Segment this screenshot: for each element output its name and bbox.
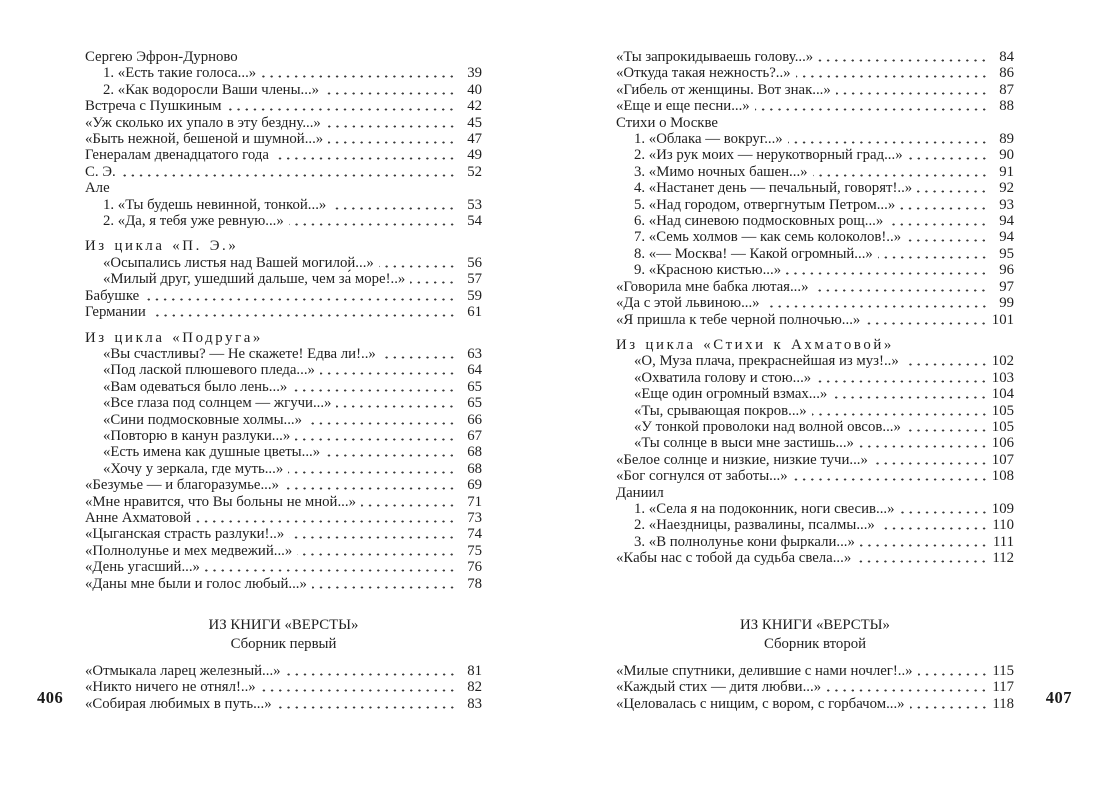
toc-entry <box>616 534 1014 550</box>
toc-sections-left <box>85 49 482 592</box>
toc-entry-title: «Вам одеваться было лень...» <box>103 378 288 395</box>
toc-section <box>616 49 1014 328</box>
toc-entry-page: 61 <box>467 304 482 321</box>
toc-entry-title: Стихи о Москве <box>616 114 718 131</box>
toc-entry-page: 81 <box>467 662 482 679</box>
toc-entry-page: 53 <box>467 196 482 213</box>
toc-page-left <box>85 49 482 712</box>
toc-entry <box>616 550 1014 566</box>
toc-entry <box>616 229 1014 245</box>
toc-bottom-entries-left <box>85 663 482 712</box>
toc-entry-title: 8. «— Москва! — Какой огромный...» <box>634 245 873 262</box>
toc-entry-page: 106 <box>991 435 1014 452</box>
book-section-heading: ИЗ КНИГИ «ВЕРСТЫ» <box>740 616 890 633</box>
toc-entry-title: «Говорила мне бабка лютая...» <box>616 278 809 295</box>
toc-entry-page: 73 <box>467 509 482 526</box>
toc-entry <box>616 246 1014 262</box>
toc-entry <box>85 330 482 346</box>
dot-leader <box>284 477 456 493</box>
dot-leader <box>918 663 988 679</box>
toc-entry-title: «Ты запрокидываешь голову...» <box>616 49 814 65</box>
toc-entry-title: Сергею Эфрон-Дурново <box>85 49 238 65</box>
toc-bottom-entries-right <box>616 663 1014 712</box>
toc-entry-page: 97 <box>999 278 1014 295</box>
toc-entry-page: 40 <box>467 81 482 98</box>
toc-entry-page: 109 <box>991 500 1014 517</box>
dot-leader <box>816 370 988 386</box>
dot-leader <box>908 147 988 163</box>
dot-leader <box>328 131 456 147</box>
toc-entry-page: 92 <box>999 180 1014 197</box>
toc-entry <box>85 238 482 254</box>
toc-entry-page: 93 <box>999 196 1014 213</box>
toc-entry-page: 39 <box>467 65 482 82</box>
toc-entry-page: 83 <box>467 695 482 712</box>
toc-entry <box>85 147 482 163</box>
dot-leader <box>361 494 456 510</box>
dot-leader <box>226 98 456 114</box>
toc-entry <box>85 288 482 304</box>
dot-leader <box>286 663 456 679</box>
toc-entry-page: 88 <box>999 98 1014 115</box>
toc-entry-page: 82 <box>467 679 482 696</box>
toc-entry-title: 2. «Да, я тебя уже ревную...» <box>103 213 284 230</box>
toc-entry-title: Бабушке <box>85 287 140 304</box>
toc-entry-title: «Вы счастливы? — Не скажете! Едва ли!..» <box>103 345 376 362</box>
toc-entry <box>616 468 1014 484</box>
toc-entry-title: 9. «Красною кистью...» <box>634 262 782 279</box>
toc-entry-title: «Есть имена как душные цветы...» <box>103 444 321 461</box>
toc-bottom-right <box>616 617 1014 712</box>
toc-entry-title: «Охватила голову и стою...» <box>634 369 812 386</box>
toc-page-right <box>616 49 1014 712</box>
toc-entry <box>85 49 482 65</box>
toc-entry-title: 1. «Ты будешь невинной, тонкой...» <box>103 196 327 213</box>
dot-leader <box>859 435 988 451</box>
toc-entry-title: Из цикла «Подруга» <box>85 329 263 346</box>
toc-entry <box>616 435 1014 451</box>
toc-entry-title: «У тонкой проволоки над волной овсов...» <box>634 418 901 435</box>
dot-leader <box>196 510 456 526</box>
toc-entry-title: Из цикла «П. Э.» <box>85 238 239 255</box>
toc-entry-page: 56 <box>467 254 482 271</box>
toc-entry-page: 94 <box>999 229 1014 246</box>
dot-leader <box>906 419 988 435</box>
toc-entry-title: «Каждый стих — дитя любви...» <box>616 679 822 696</box>
dot-leader <box>788 131 988 147</box>
toc-entry <box>85 346 482 362</box>
toc-entry-title: 4. «Настанет день — печальный, говорят!..» <box>634 180 913 197</box>
toc-entry <box>85 663 482 679</box>
dot-leader <box>796 65 988 81</box>
toc-entry-title: «Полнолунье и мех медвежий...» <box>85 542 293 559</box>
toc-entry-title: «О, Муза плача, прекраснейшая из муз!..» <box>634 353 899 370</box>
toc-entry-page: 68 <box>467 444 482 461</box>
dot-leader <box>812 403 988 419</box>
toc-entry <box>85 362 482 378</box>
toc-entry-page: 54 <box>467 213 482 230</box>
toc-entry <box>85 164 482 180</box>
dot-leader <box>261 679 456 695</box>
toc-entry-title: «Кабы нас с тобой да судьба свела...» <box>616 550 852 567</box>
toc-entry <box>616 164 1014 180</box>
toc-entry <box>85 428 482 444</box>
toc-entry <box>616 403 1014 419</box>
toc-entry-title: 1. «Села я на подоконник, ноги свесив...» <box>634 500 895 517</box>
dot-leader <box>765 295 988 311</box>
toc-entry <box>616 696 1014 712</box>
toc-entry-page: 117 <box>992 679 1014 696</box>
toc-entry-page: 118 <box>992 695 1014 712</box>
toc-entry <box>616 370 1014 386</box>
toc-entry <box>616 82 1014 98</box>
toc-entry-title: 2. «Наездницы, развалины, псалмы...» <box>634 517 875 534</box>
toc-section <box>85 330 482 593</box>
dot-leader <box>900 501 988 517</box>
toc-entry <box>616 679 1014 695</box>
toc-entry-title: 5. «Над городом, отвергнутым Петром...» <box>634 196 896 213</box>
toc-entry-page: 104 <box>991 386 1014 403</box>
toc-entry-title: «Ты солнце в выси мне застишь...» <box>634 435 854 452</box>
toc-entry-page: 102 <box>991 353 1014 370</box>
toc-entry-page: 99 <box>999 295 1014 312</box>
toc-entry <box>616 279 1014 295</box>
toc-entry-title: «Мне нравится, что Вы больны не мной...» <box>85 493 356 510</box>
dot-leader <box>836 82 988 98</box>
dot-leader <box>410 271 456 287</box>
toc-entry-page: 107 <box>991 451 1014 468</box>
toc-entry-page: 65 <box>467 395 482 412</box>
toc-entry-title: «Все глаза под солнцем — жгучи...» <box>103 395 332 412</box>
toc-entry <box>85 213 482 229</box>
toc-entry-page: 115 <box>992 662 1014 679</box>
dot-leader <box>860 534 988 550</box>
dot-leader <box>324 82 456 98</box>
toc-entry <box>616 386 1014 402</box>
toc-entry-title: «Собирая любимых в путь...» <box>85 695 272 712</box>
toc-entry-title: «Бог согнулся от заботы...» <box>616 468 788 485</box>
toc-entry-page: 89 <box>999 131 1014 148</box>
book-section-subheading: Сборник первый <box>230 636 337 653</box>
toc-entry-page: 87 <box>999 81 1014 98</box>
dot-leader <box>325 444 456 460</box>
toc-entry <box>616 337 1014 353</box>
dot-leader <box>289 526 456 542</box>
toc-bottom-left <box>85 617 482 712</box>
toc-entry-title: 7. «Семь холмов — как семь колоколов!..» <box>634 229 902 246</box>
toc-entry-page: 76 <box>467 559 482 576</box>
toc-entry <box>85 395 482 411</box>
toc-entry-page: 66 <box>467 411 482 428</box>
dot-leader <box>917 180 988 196</box>
toc-entry-page: 68 <box>467 460 482 477</box>
toc-entry <box>85 543 482 559</box>
dot-leader <box>381 346 456 362</box>
toc-entry-page: 86 <box>999 65 1014 82</box>
toc-entry <box>85 576 482 592</box>
toc-entry-page: 52 <box>467 163 482 180</box>
dot-leader <box>121 164 456 180</box>
toc-entry <box>616 312 1014 328</box>
toc-entry-title: Але <box>85 180 110 197</box>
toc-entry-title: «Белое солнце и низкие, низкие тучи...» <box>616 451 868 468</box>
dot-leader <box>818 49 988 65</box>
toc-section <box>85 238 482 320</box>
toc-entry-page: 78 <box>467 575 482 592</box>
dot-leader <box>755 98 988 114</box>
toc-entry-page: 103 <box>991 369 1014 386</box>
dot-leader <box>274 147 456 163</box>
dot-leader <box>910 696 988 712</box>
dot-leader <box>144 288 456 304</box>
dot-leader <box>888 213 988 229</box>
toc-entry <box>616 197 1014 213</box>
toc-entry <box>85 98 482 114</box>
toc-entry-page: 105 <box>991 402 1014 419</box>
dot-leader <box>326 115 456 131</box>
dot-leader <box>826 679 988 695</box>
toc-entry-title: «Под лаской плюшевого пледа...» <box>103 362 315 379</box>
dot-leader <box>261 65 456 81</box>
toc-entry <box>616 295 1014 311</box>
toc-entry-page: 96 <box>999 262 1014 279</box>
toc-entry-title: «Целовалась с нищим, с вором, с горбачом...» <box>616 695 905 712</box>
toc-entry-page: 94 <box>999 213 1014 230</box>
dot-leader <box>856 550 988 566</box>
toc-entry-page: 110 <box>992 517 1014 534</box>
toc-entry-title: «Быть нежной, бешеной и шумной...» <box>85 131 324 148</box>
toc-sections-right <box>616 49 1014 567</box>
dot-leader <box>297 543 456 559</box>
toc-entry-title: «Откуда такая нежность?..» <box>616 65 791 82</box>
toc-entry-title: Германии <box>85 304 146 321</box>
book-section-subheading: Сборник второй <box>763 636 867 653</box>
dot-leader <box>904 353 988 369</box>
toc-entry-title: Анне Ахматовой <box>85 509 192 526</box>
page-number-left: 406 <box>37 688 64 707</box>
page-number-right: 407 <box>1045 688 1072 707</box>
toc-entry <box>85 304 482 320</box>
toc-entry-title: «Гибель от женщины. Вот знак...» <box>616 81 831 98</box>
toc-entry-page: 105 <box>991 418 1014 435</box>
toc-entry-page: 63 <box>467 345 482 362</box>
dot-leader <box>813 164 988 180</box>
toc-entry <box>85 255 482 271</box>
toc-entry <box>85 510 482 526</box>
dot-leader <box>292 379 456 395</box>
toc-entry <box>85 412 482 428</box>
toc-entry <box>616 65 1014 81</box>
dot-leader <box>900 197 988 213</box>
toc-entry <box>85 65 482 81</box>
toc-section <box>616 337 1014 567</box>
toc-entry-page: 57 <box>467 271 482 288</box>
toc-entry-title: 1. «Есть такие голоса...» <box>103 65 257 82</box>
toc-entry-title: Встреча с Пушкиным <box>85 98 222 115</box>
toc-entry-title: «Ты, срывающая покров...» <box>634 402 807 419</box>
toc-entry-page: 71 <box>467 493 482 510</box>
toc-entry <box>616 262 1014 278</box>
toc-entry-page: 75 <box>467 542 482 559</box>
toc-entry-page: 47 <box>467 131 482 148</box>
toc-entry-title: Даниил <box>616 484 664 501</box>
toc-entry-title: 1. «Облака — вокруг...» <box>634 131 783 148</box>
toc-entry-title: «Хочу у зеркала, где муть...» <box>103 460 284 477</box>
toc-entry-title: Генералам двенадцатого года <box>85 147 269 164</box>
toc-entry-title: 6. «Над синевою подмосковных рощ...» <box>634 213 884 230</box>
dot-leader <box>307 412 456 428</box>
toc-entry-title: «Да с этой львиною...» <box>616 295 760 312</box>
dot-leader <box>312 576 456 592</box>
dot-leader <box>288 461 456 477</box>
toc-entry <box>85 197 482 213</box>
toc-entry-title: «Безумье — и благоразумье...» <box>85 477 279 494</box>
toc-entry-title: 2. «Из рук моих — нерукотворный град...» <box>634 147 903 164</box>
toc-entry-page: 112 <box>992 550 1014 567</box>
dot-leader <box>906 229 988 245</box>
toc-entry-page: 67 <box>467 427 482 444</box>
toc-entry-title: 2. «Как водоросли Ваши члены...» <box>103 81 320 98</box>
dot-leader <box>793 468 988 484</box>
toc-entry <box>85 379 482 395</box>
toc-entry <box>616 517 1014 533</box>
toc-entry <box>616 353 1014 369</box>
toc-entry-page: 108 <box>991 468 1014 485</box>
toc-entry <box>85 494 482 510</box>
toc-section <box>85 49 482 229</box>
dot-leader <box>878 246 988 262</box>
dot-leader <box>289 213 456 229</box>
toc-entry <box>616 180 1014 196</box>
toc-entry <box>85 679 482 695</box>
toc-entry-title: «Я пришла к тебе черной полночью...» <box>616 311 861 328</box>
dot-leader <box>813 279 988 295</box>
toc-entry-page: 59 <box>467 287 482 304</box>
toc-entry-page: 95 <box>999 245 1014 262</box>
toc-entry <box>616 147 1014 163</box>
dot-leader <box>379 255 456 271</box>
toc-entry-title: «Милый друг, ушедший дальше, чем за́ море!..» <box>103 271 406 288</box>
toc-entry <box>85 82 482 98</box>
toc-entry-page: 91 <box>999 163 1014 180</box>
toc-entry <box>616 485 1014 501</box>
toc-entry <box>616 213 1014 229</box>
toc-entry <box>85 115 482 131</box>
toc-entry-page: 42 <box>467 98 482 115</box>
toc-entry-page: 74 <box>467 526 482 543</box>
toc-entry <box>85 271 482 287</box>
toc-entry-title: «Еще один огромный взмах...» <box>634 386 828 403</box>
dot-leader <box>880 517 988 533</box>
toc-entry <box>616 419 1014 435</box>
toc-entry <box>85 180 482 196</box>
toc-entry-title: «Сини подмосковные холмы...» <box>103 411 303 428</box>
dot-leader <box>295 428 456 444</box>
dot-leader <box>336 395 456 411</box>
toc-entry <box>616 663 1014 679</box>
toc-entry-title: «День угасший...» <box>85 559 200 576</box>
toc-entry <box>85 696 482 712</box>
toc-entry-title: «Отмыкала ларец железный...» <box>85 662 281 679</box>
toc-entry-title: «Повторю в канун разлуки...» <box>103 427 291 444</box>
toc-entry-title: «Милые спутники, делившие с нами ночлег!..» <box>616 662 913 679</box>
toc-entry-title: «Даны мне были и голос любый...» <box>85 575 307 592</box>
toc-entry-page: 45 <box>467 114 482 131</box>
toc-entry-title: «Осыпались листья над Вашей могилой...» <box>103 254 374 271</box>
toc-entry <box>85 461 482 477</box>
toc-entry-title: Из цикла «Стихи к Ахматовой» <box>616 336 894 353</box>
toc-entry-title: 3. «В полнолунье кони фыркали...» <box>634 533 855 550</box>
dot-leader <box>151 304 456 320</box>
toc-entry <box>85 444 482 460</box>
toc-entry <box>616 49 1014 65</box>
book-section-heading: ИЗ КНИГИ «ВЕРСТЫ» <box>208 616 359 633</box>
toc-entry <box>85 477 482 493</box>
toc-entry <box>85 559 482 575</box>
toc-entry-title: С. Э. <box>85 163 116 180</box>
toc-entry <box>616 115 1014 131</box>
toc-entry-title: 3. «Мимо ночных башен...» <box>634 163 808 180</box>
toc-entry <box>616 501 1014 517</box>
dot-leader <box>786 262 988 278</box>
toc-entry-page: 69 <box>467 477 482 494</box>
toc-entry-page: 49 <box>467 147 482 164</box>
toc-entry <box>85 526 482 542</box>
dot-leader <box>873 452 988 468</box>
toc-entry-page: 111 <box>992 533 1014 550</box>
toc-entry-page: 90 <box>999 147 1014 164</box>
dot-leader <box>277 696 456 712</box>
toc-entry-title: «Уж сколько их упало в эту бездну...» <box>85 114 321 131</box>
toc-entry-title: «Цыганская страсть разлуки!..» <box>85 526 285 543</box>
toc-entry-page: 84 <box>999 49 1014 65</box>
toc-entry-page: 101 <box>991 311 1014 328</box>
toc-entry <box>616 131 1014 147</box>
dot-leader <box>832 386 988 402</box>
toc-entry <box>85 131 482 147</box>
dot-leader <box>331 197 456 213</box>
dot-leader <box>320 362 456 378</box>
dot-leader <box>205 559 456 575</box>
toc-entry <box>616 452 1014 468</box>
toc-entry <box>616 98 1014 114</box>
toc-entry-title: «Никто ничего не отнял!..» <box>85 679 256 696</box>
toc-entry-page: 65 <box>467 378 482 395</box>
toc-entry-page: 64 <box>467 362 482 379</box>
toc-entry-title: «Еще и еще песни...» <box>616 98 750 115</box>
dot-leader <box>865 312 988 328</box>
